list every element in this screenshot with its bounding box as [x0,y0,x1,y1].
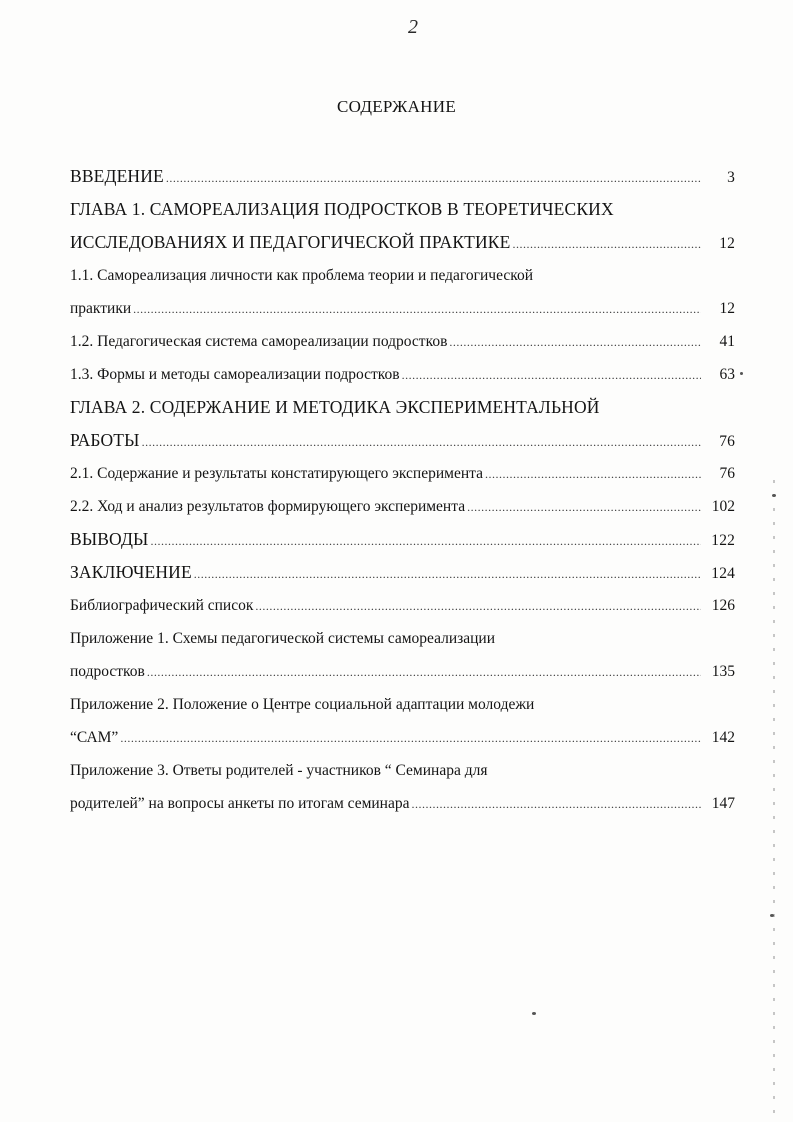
toc-entry-chapter-1-cont [70,226,735,259]
toc-leader-dots [133,293,701,326]
toc-entry-text: ВЫВОДЫ [70,529,149,549]
toc-entry-page: 63 [719,366,735,383]
toc-entry-section-1-3 [70,358,735,391]
toc-entry-text: практики [70,300,132,317]
toc-entry-page: 126 [711,597,735,614]
toc-leader-dots [166,162,701,195]
toc-entry-appendix-3-cont [70,787,735,820]
toc-entry-text: РАБОТЫ [70,430,140,450]
toc-entry-page: 122 [711,532,735,549]
toc-entry-conclusions [70,523,735,556]
toc-entry-text: 1.3. Формы и методы самореализации подростков [70,366,400,383]
toc-entry-page: 147 [711,795,735,812]
toc-entry-introduction [70,160,735,193]
toc-entry-page: 124 [711,565,735,582]
toc-entry-text: 1.1. Самореализация личности как проблема теории и педагогической [70,267,534,284]
toc-leader-dots [142,426,701,459]
toc-entry-bibliography [70,589,735,622]
toc-entry-text: “САМ” [70,729,119,746]
toc-entry-appendix-2-cont [70,721,735,754]
toc-leader-dots [194,558,701,591]
toc-entry-page: 102 [711,498,735,515]
toc-entry-appendix-1-cont [70,655,735,688]
toc-entry-text: Библиографический список [70,597,254,614]
toc-leader-dots [485,458,701,491]
toc-entry-page: 3 [727,169,735,186]
scan-speck [740,372,743,375]
toc-entry-page: 142 [711,729,735,746]
toc-leader-dots [147,656,701,689]
toc-entry-chapter-2 [70,391,735,424]
toc-entry-text: ЗАКЛЮЧЕНИЕ [70,562,192,582]
toc-entry-appendix-2 [70,688,735,721]
scan-speck [770,914,774,917]
toc-leader-dots [412,788,702,821]
toc-entry-chapter-1 [70,193,735,226]
toc-entry-appendix-3 [70,754,735,787]
toc-entry-text: ВВЕДЕНИЕ [70,166,164,186]
toc-entry-text: подростков [70,663,145,680]
toc-entry-appendix-1 [70,622,735,655]
toc-entry-text: 1.2. Педагогическая система самореализации подростков [70,333,448,350]
toc-entry-page: 41 [719,333,735,350]
toc-leader-dots [402,359,701,392]
table-of-contents [70,160,735,820]
toc-entry-text: родителей” на вопросы анкеты по итогам семинара [70,795,410,812]
toc-entry-text: Приложение 1. Схемы педагогической системы самореализации [70,630,496,647]
toc-leader-dots [467,491,701,524]
toc-entry-page: 135 [711,663,735,680]
toc-entry-section-1-1 [70,259,735,292]
toc-entry-summary [70,556,735,589]
toc-entry-chapter-2-cont [70,424,735,457]
toc-entry-text: Приложение 2. Положение о Центре социальной адаптации молодежи [70,696,535,713]
scan-speck [772,494,776,497]
toc-entry-text: ГЛАВА 1. САМОРЕАЛИЗАЦИЯ ПОДРОСТКОВ В ТЕОРЕТИЧЕСКИХ [70,199,614,219]
toc-entry-section-1-2 [70,325,735,358]
toc-entry-section-2-2 [70,490,735,523]
toc-entry-page: 12 [719,235,735,252]
toc-leader-dots [120,722,701,755]
toc-entry-page: 76 [719,433,735,450]
toc-leader-dots [512,228,701,261]
toc-entry-section-1-1-cont [70,292,735,325]
page-number: 2 [408,16,418,38]
scan-speck [532,1012,536,1015]
toc-entry-section-2-1 [70,457,735,490]
toc-title: СОДЕРЖАНИЕ [336,97,457,116]
toc-entry-text: Приложение 3. Ответы родителей - участников “ Семинара для [70,762,488,779]
scan-edge-artifact [773,480,775,1120]
toc-leader-dots [150,525,701,558]
toc-entry-page: 12 [719,300,735,317]
toc-leader-dots [449,326,701,359]
toc-entry-page: 76 [719,465,735,482]
toc-leader-dots [255,590,701,623]
toc-entry-text: 2.2. Ход и анализ результатов формирующего эксперимента [70,498,466,515]
toc-entry-text: ИССЛЕДОВАНИЯХ И ПЕДАГОГИЧЕСКОЙ ПРАКТИКЕ [70,232,511,252]
toc-entry-text: 2.1. Содержание и результаты констатирующего эксперимента [70,465,483,482]
toc-entry-text: ГЛАВА 2. СОДЕРЖАНИЕ И МЕТОДИКА ЭКСПЕРИМЕНТАЛЬНОЙ [70,397,600,417]
